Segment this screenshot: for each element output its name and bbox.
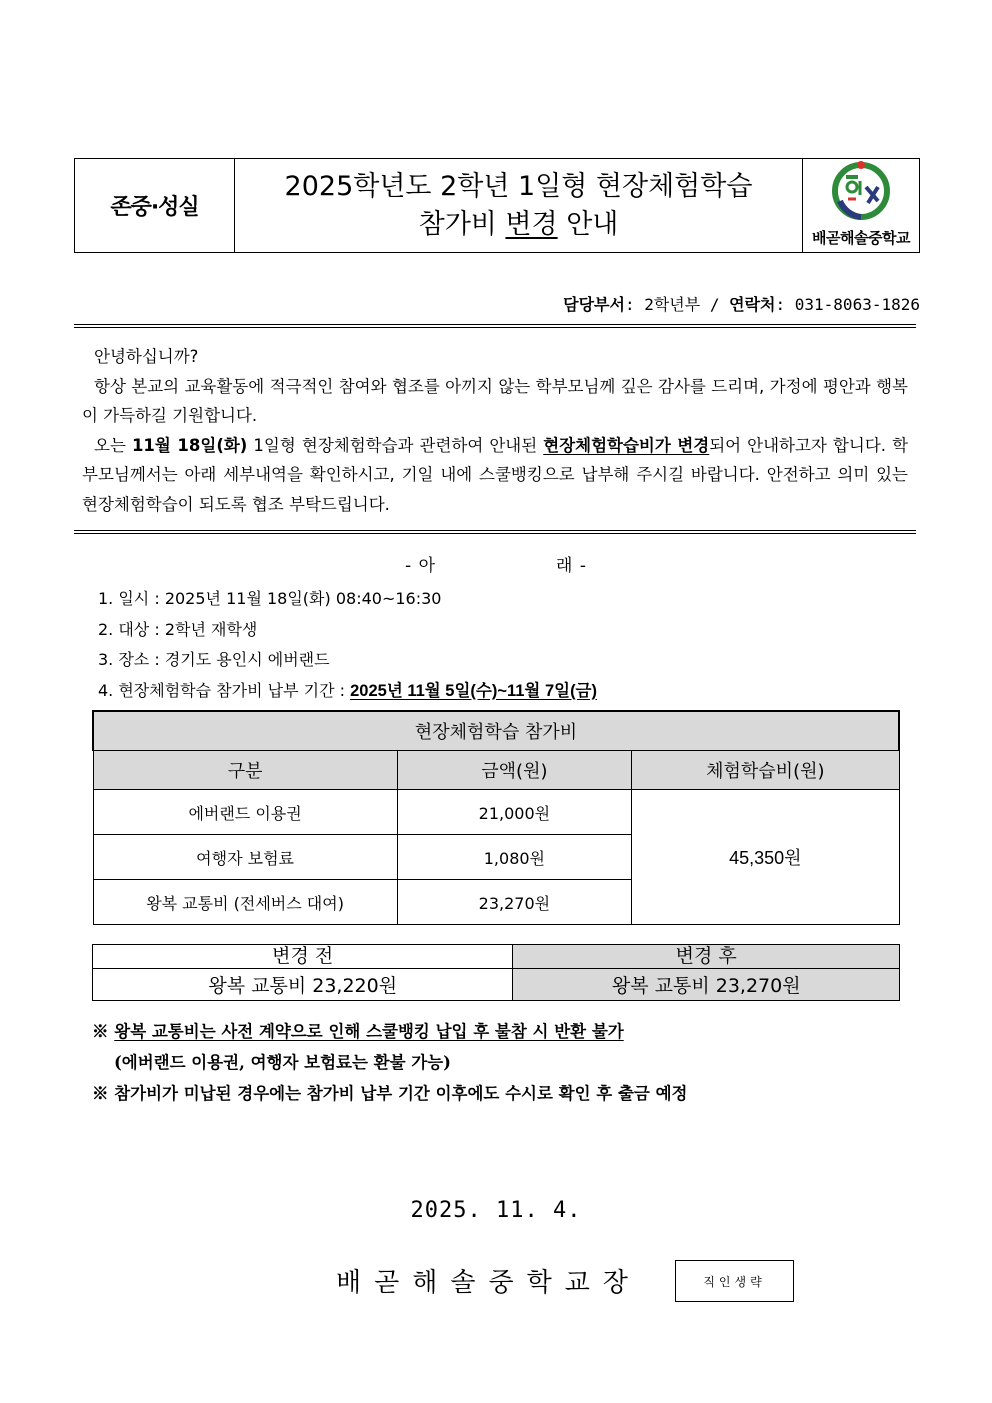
note-refund-sub: (에버랜드 이용권, 여행자 보험료는 환불 가능) <box>114 1053 451 1072</box>
divider-top <box>74 324 916 328</box>
greeting-mid: 1일형 현장체험학습과 관련하여 안내된 <box>247 435 544 455</box>
change-table <box>92 944 900 1001</box>
title-line-2-post: 안내 <box>557 208 619 240</box>
title-line-2-pre: 참가비 <box>418 208 506 240</box>
note-refund-text: 왕복 교통비는 사전 계약으로 인해 스쿨뱅킹 납입 후 불참 시 반환 불가 <box>114 1022 624 1041</box>
school-logo <box>803 159 919 252</box>
greeting-line-1: 안녕하십니까? <box>94 347 199 366</box>
notice-heading-left: - 아 <box>405 556 436 576</box>
divider-bottom <box>74 530 916 534</box>
dept-label: 담당부서 <box>563 295 625 314</box>
fee-total: 45,350원 <box>632 790 899 925</box>
fee-amount: 23,270원 <box>397 880 631 925</box>
fee-table-caption: 현장체험학습 참가비 <box>93 711 899 751</box>
greeting-line-3 <box>82 431 908 520</box>
change-before-label: 변경 전 <box>93 945 513 969</box>
fee-header-category: 구분 <box>93 751 397 790</box>
fee-category: 에버랜드 이용권 <box>93 790 397 835</box>
fee-amount: 21,000원 <box>397 790 631 835</box>
payment-period-value: 2025년 11월 5일(수)~11월 7일(금) <box>350 681 597 700</box>
principal-signature: 배곧해솔중학교장 <box>336 1268 641 1298</box>
school-emblem-icon <box>826 161 896 225</box>
list-item-target: 2. 대상 : 2학년 재학생 <box>98 619 258 639</box>
notice-heading <box>0 551 992 576</box>
change-before-value: 왕복 교통비 23,220원 <box>93 969 513 1001</box>
note-unpaid: ※ 참가비가 미납된 경우에는 참가비 납부 기간 이후에도 수시로 확인 후 출금 예정 <box>92 1084 688 1103</box>
title-underlined-word: 변경 <box>505 208 558 240</box>
phone-label: 연락처 <box>729 295 776 314</box>
list-item-date: 1. 일시 : 2025년 11월 18일(화) 08:40~16:30 <box>98 589 442 608</box>
phone-value: : 031-8063-1826 <box>775 295 920 314</box>
payment-period-label: 4. 현장체험학습 참가비 납부 기간 : <box>98 680 351 700</box>
notes <box>92 1016 687 1109</box>
notice-heading-right: 래 - <box>556 556 587 576</box>
note-mark: ※ <box>92 1022 115 1041</box>
document-date: 2025. 11. 4. <box>410 1198 582 1223</box>
greeting-post: 되어 안내하고자 합니다. 학부모님께서는 아래 세부내역을 확인하시고, 기일 내에 스쿨뱅킹으로 납부해 주시길 바랍니다. 안전하고 의미 있는 현장체험학습이 되도록 협조 부탁드립니다. <box>82 435 909 514</box>
fee-amount: 1,080원 <box>397 835 631 880</box>
greeting-paragraph <box>82 342 908 519</box>
dept-value: : 2학년부 / <box>624 295 730 314</box>
table-row <box>93 790 899 835</box>
fee-header-total: 체험학습비(원) <box>632 751 899 790</box>
fee-category: 왕복 교통비 (전세버스 대여) <box>93 880 397 925</box>
list-item-payment-period <box>98 676 597 707</box>
school-name: 배곧해솔중학교 <box>812 229 910 247</box>
greeting-pre: 오는 <box>94 435 132 455</box>
fee-change-emphasis: 현장체험학습비가 변경 <box>543 435 710 455</box>
title-line-1: 2025학년도 2학년 1일형 현장체험학습 <box>284 170 753 202</box>
greeting-line-2: 항상 본교의 교육활동에 적극적인 참여와 협조를 아끼지 않는 학부모님께 깊은 감사를 드리며, 가정에 평안과 행복이 가득하길 기원합니다. <box>82 376 908 425</box>
fee-table <box>92 710 900 925</box>
change-after-label: 변경 후 <box>513 945 900 969</box>
document-title <box>235 159 803 252</box>
note-refund <box>92 1016 687 1047</box>
fee-header-amount: 금액(원) <box>397 751 631 790</box>
seal-omitted-box: 직인생략 <box>675 1260 794 1302</box>
detail-list <box>98 584 597 706</box>
list-item-place: 3. 장소 : 경기도 용인시 에버랜드 <box>98 650 330 669</box>
school-motto: 존중·성실 <box>75 159 235 252</box>
title-line-2 <box>419 206 619 244</box>
event-date: 11월 18일(화) <box>131 435 248 455</box>
document-header <box>74 158 920 253</box>
change-after-value: 왕복 교통비 23,270원 <box>513 969 900 1001</box>
contact-info <box>563 292 920 315</box>
fee-category: 여행자 보험료 <box>93 835 397 880</box>
